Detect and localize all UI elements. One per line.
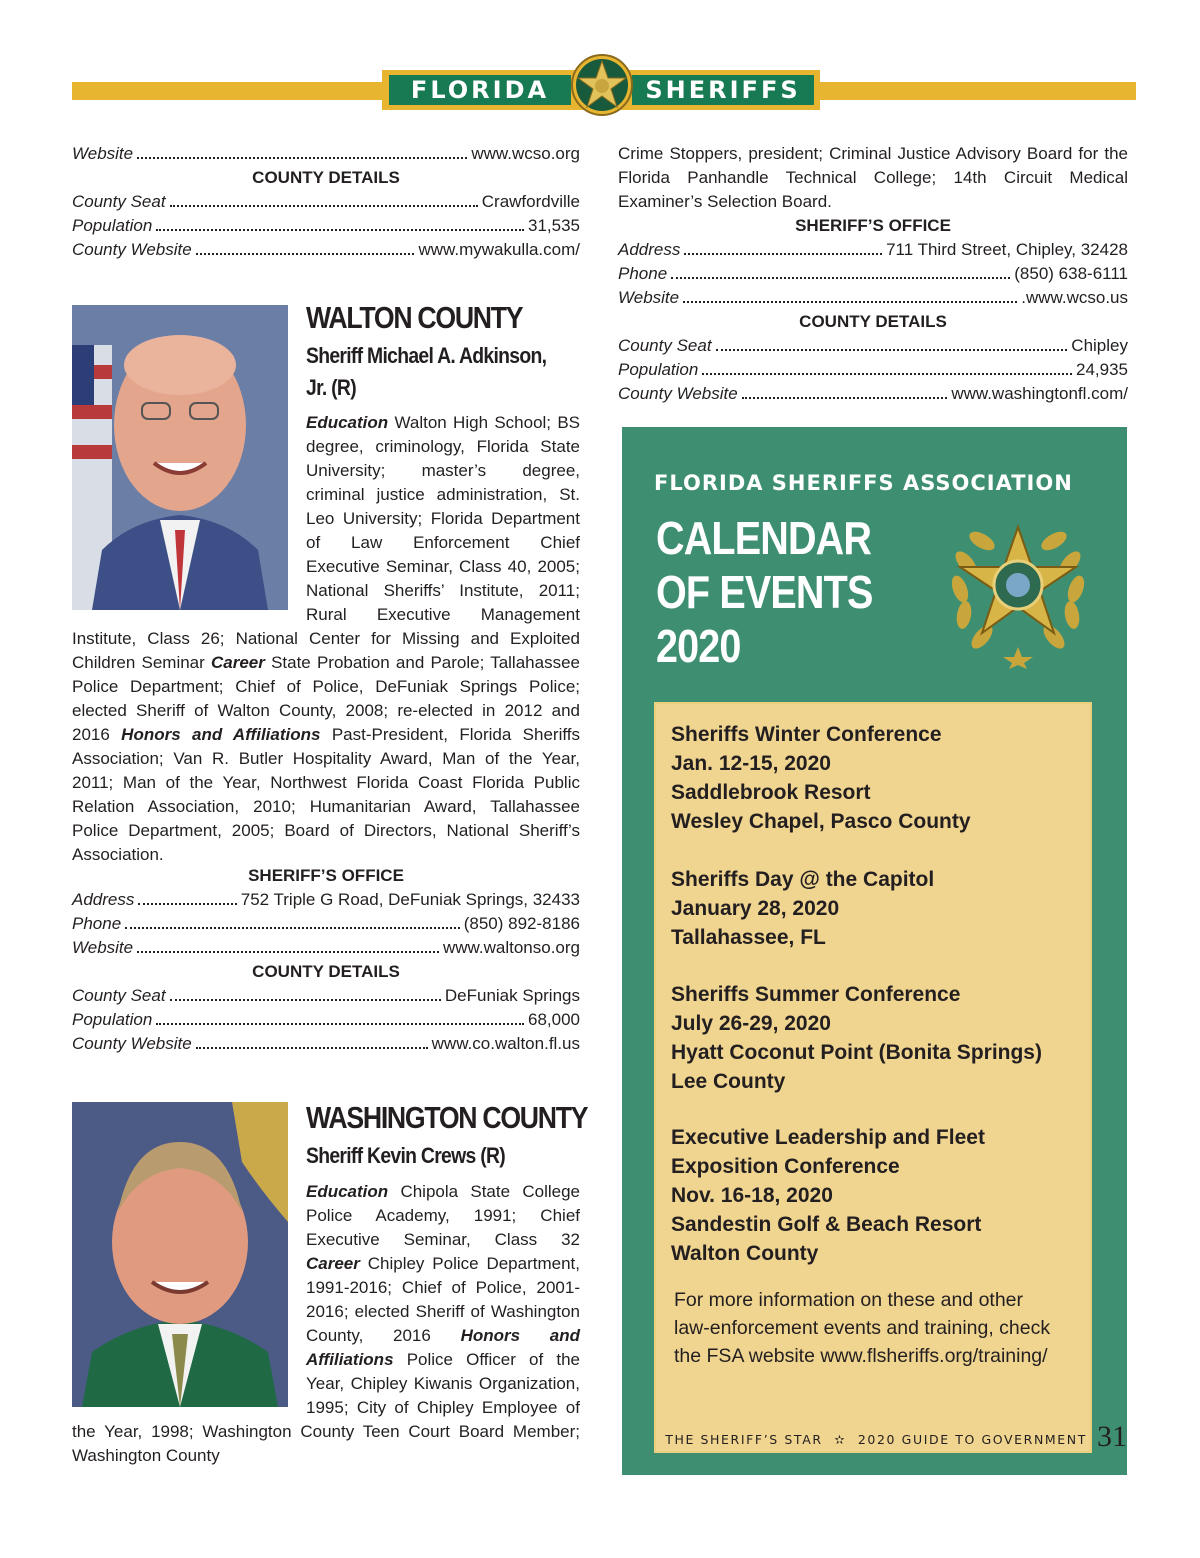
more-info-line: For more information on these and other — [674, 1289, 1024, 1311]
value: Crawfordville — [481, 192, 580, 211]
value: 24,935 — [1076, 360, 1128, 379]
wakulla-website-row — [72, 142, 580, 166]
star-icon: ✫ — [834, 1432, 847, 1447]
event-title-cont: Exposition Conference — [671, 1155, 900, 1178]
header-florida: FLORIDA — [389, 75, 571, 105]
walton-heading — [306, 300, 580, 404]
event-date: Jan. 12-15, 2020 — [671, 752, 831, 775]
wakulla-county-seat-row — [72, 190, 580, 214]
county-details-heading: COUNTY DETAILS — [799, 312, 947, 331]
value: 68,000 — [528, 1010, 580, 1029]
honors-label: Honors and Affiliations — [121, 725, 321, 744]
event-date: Nov. 16-18, 2020 — [671, 1184, 833, 1207]
washington-population-row — [618, 358, 1128, 382]
walton-address-row — [72, 888, 580, 912]
publication-name: THE SHERIFF’S STAR — [665, 1432, 823, 1447]
sheriffs-association-badge-icon — [938, 519, 1098, 669]
event-item — [671, 865, 934, 952]
calendar-title-line1: CALENDAR — [656, 512, 872, 564]
guide-name: 2020 GUIDE TO GOVERNMENT — [857, 1432, 1087, 1447]
label: Address — [618, 240, 681, 259]
calendar-association: FLORIDA SHERIFFS ASSOCIATION — [654, 471, 1073, 495]
event-title: Sheriffs Summer Conference — [671, 983, 961, 1006]
label: County Website — [72, 1034, 192, 1053]
washington-address-row — [618, 238, 1128, 262]
event-item — [671, 720, 971, 836]
education-label: Education — [306, 413, 389, 432]
honors-label: Honors and Affiliations — [306, 1326, 580, 1369]
event-location: Tallahassee, FL — [671, 926, 826, 949]
career-label: Career — [306, 1254, 360, 1273]
washington-heading — [306, 1100, 588, 1172]
education-label: Education — [306, 1182, 389, 1201]
value: 31,535 — [528, 216, 580, 235]
walton-county-seat-row — [72, 984, 580, 1008]
label: Address — [72, 890, 135, 909]
event-venue: Hyatt Coconut Point (Bonita Springs) — [671, 1041, 1042, 1064]
label: County Website — [618, 384, 738, 403]
label: County Seat — [72, 986, 166, 1005]
label: County Seat — [72, 192, 166, 211]
value: www.washingtonfl.com/ — [951, 384, 1128, 403]
wakulla-county-website-row — [72, 238, 580, 262]
career-label: Career — [211, 653, 265, 672]
label: Website — [72, 938, 134, 957]
event-item — [671, 980, 1042, 1096]
event-title: Sheriffs Day @ the Capitol — [671, 868, 935, 891]
more-info-line: law-enforcement events and training, check — [674, 1317, 1051, 1339]
label: Website — [618, 288, 680, 307]
event-location: Wesley Chapel, Pasco County — [671, 810, 971, 833]
sheriffs-office-heading: SHERIFF’S OFFICE — [248, 866, 404, 885]
value: (850) 892-8186 — [463, 914, 580, 933]
event-title: Executive Leadership and Fleet — [671, 1126, 985, 1149]
sheriff-star-icon — [570, 53, 634, 117]
event-date: July 26-29, 2020 — [671, 1012, 831, 1035]
calendar-title-line3: 2020 — [656, 620, 741, 672]
career-text: State Probation and Parole; Tallahassee Police Department; Chief of Police, DeFuniak Springs Police; elected Sheriff of Walton County, 2008; re-elected in 2012 and 2016 — [72, 653, 580, 744]
washington-county-title: WASHINGTON COUNTY — [306, 1100, 588, 1135]
label: Population — [618, 360, 699, 379]
event-item — [671, 1123, 985, 1268]
value: www.mywakulla.com/ — [418, 240, 580, 259]
event-location: Lee County — [671, 1070, 786, 1093]
value: Chipley — [1071, 336, 1128, 355]
footer-text — [665, 1432, 1087, 1447]
more-info-line: the FSA website www.flsheriffs.org/training/ — [674, 1345, 1048, 1367]
education-text: Chipola State College Police Academy, 1991; Chief Executive Seminar, Class 32 — [306, 1182, 580, 1249]
page-number: 31 — [1097, 1420, 1127, 1453]
washington-county-seat-row — [618, 334, 1128, 358]
more-info — [674, 1286, 1050, 1370]
event-location: Walton County — [671, 1242, 819, 1265]
walton-website-row — [72, 936, 580, 960]
event-title: Sheriffs Winter Conference — [671, 723, 942, 746]
events-box — [654, 702, 1092, 1453]
label: Website — [72, 144, 134, 163]
county-details-heading: COUNTY DETAILS — [252, 962, 400, 981]
wakulla-details — [72, 142, 580, 262]
label: Phone — [618, 264, 668, 283]
header-sheriffs: SHERIFFS — [632, 75, 814, 105]
walton-population-row — [72, 1008, 580, 1032]
washington-county-website-row — [618, 382, 1128, 406]
page-footer — [622, 1420, 1127, 1460]
calendar-title-line2: OF EVENTS — [656, 566, 873, 618]
walton-sheriff-name-suffix: Jr. (R) — [306, 375, 356, 400]
county-details-heading: COUNTY DETAILS — [252, 168, 400, 187]
honors-text: Past-President, Florida Sheriffs Association; Van R. Butler Hospitality Award, Man of the Year, 2011; Man of the Year, Northwest Florida Coast Florida Public Relation Association, 2010; Humanitarian Award, Tallahassee Police Department, 2005; Board of Directors, National Sheriff’s Association. — [72, 725, 580, 864]
washington-phone-row — [618, 262, 1128, 286]
honors-text: Police Officer of the Year, Chipley Kiwanis Organization, 1995; City of Chipley Employee of the Year, 1998; Washington County Teen Court Board Member; Washington County — [72, 1350, 580, 1465]
label: Population — [72, 216, 153, 235]
value: www.co.walton.fl.us — [431, 1034, 580, 1053]
washington-website-row — [618, 286, 1128, 310]
value: (850) 638-6111 — [1014, 264, 1128, 283]
walton-bio — [72, 411, 580, 867]
wakulla-population-row — [72, 214, 580, 238]
value: 711 Third Street, Chipley, 32428 — [886, 240, 1128, 259]
value: DeFuniak Springs — [444, 986, 580, 1005]
sheriffs-office-heading: SHERIFF’S OFFICE — [795, 216, 951, 235]
career-text: Chipley Police Department, 1991-2016; Chief of Police, 2001-2016; elected Sheriff of Washington County, 2016 — [306, 1254, 580, 1345]
label: County Seat — [618, 336, 712, 355]
label: Phone — [72, 914, 122, 933]
walton-sheriff-name: Sheriff Michael A. Adkinson, — [306, 343, 547, 368]
walton-details — [72, 864, 580, 1056]
washington-sheriff-name: Sheriff Kevin Crews (R) — [306, 1143, 505, 1168]
washington-details — [618, 214, 1128, 406]
label: Population — [72, 1010, 153, 1029]
walton-phone-row — [72, 912, 580, 936]
washington-bio — [72, 1180, 580, 1468]
walton-county-title: WALTON COUNTY — [306, 300, 523, 335]
value: .www.wcso.us — [1021, 288, 1128, 307]
calendar-panel — [622, 427, 1127, 1475]
value: 752 Triple G Road, DeFuniak Springs, 32433 — [240, 890, 580, 909]
value: www.wcso.org — [471, 144, 580, 163]
event-date: January 28, 2020 — [671, 897, 840, 920]
value: www.waltonso.org — [442, 938, 580, 957]
education-text: Walton High School; BS degree, criminology, Florida State University; master’s degree, criminal justice administration, St. Leo University; Florida Department of Law Enforcement Chief Executive Seminar, Class 40, 2005; National Sheriffs’ Institute, 2011; Rural Executive Management Institute, Class 26; National Center for Missing and Exploited Children Seminar — [72, 413, 580, 672]
walton-county-website-row — [72, 1032, 580, 1056]
event-venue: Sandestin Golf & Beach Resort — [671, 1213, 982, 1236]
label: County Website — [72, 240, 192, 259]
event-venue: Saddlebrook Resort — [671, 781, 871, 804]
washington-bio-continued: Crime Stoppers, president; Criminal Justice Advisory Board for the Florida Panhandle Technical College; 14th Circuit Medical Examiner’s Selection Board. — [618, 144, 1128, 211]
